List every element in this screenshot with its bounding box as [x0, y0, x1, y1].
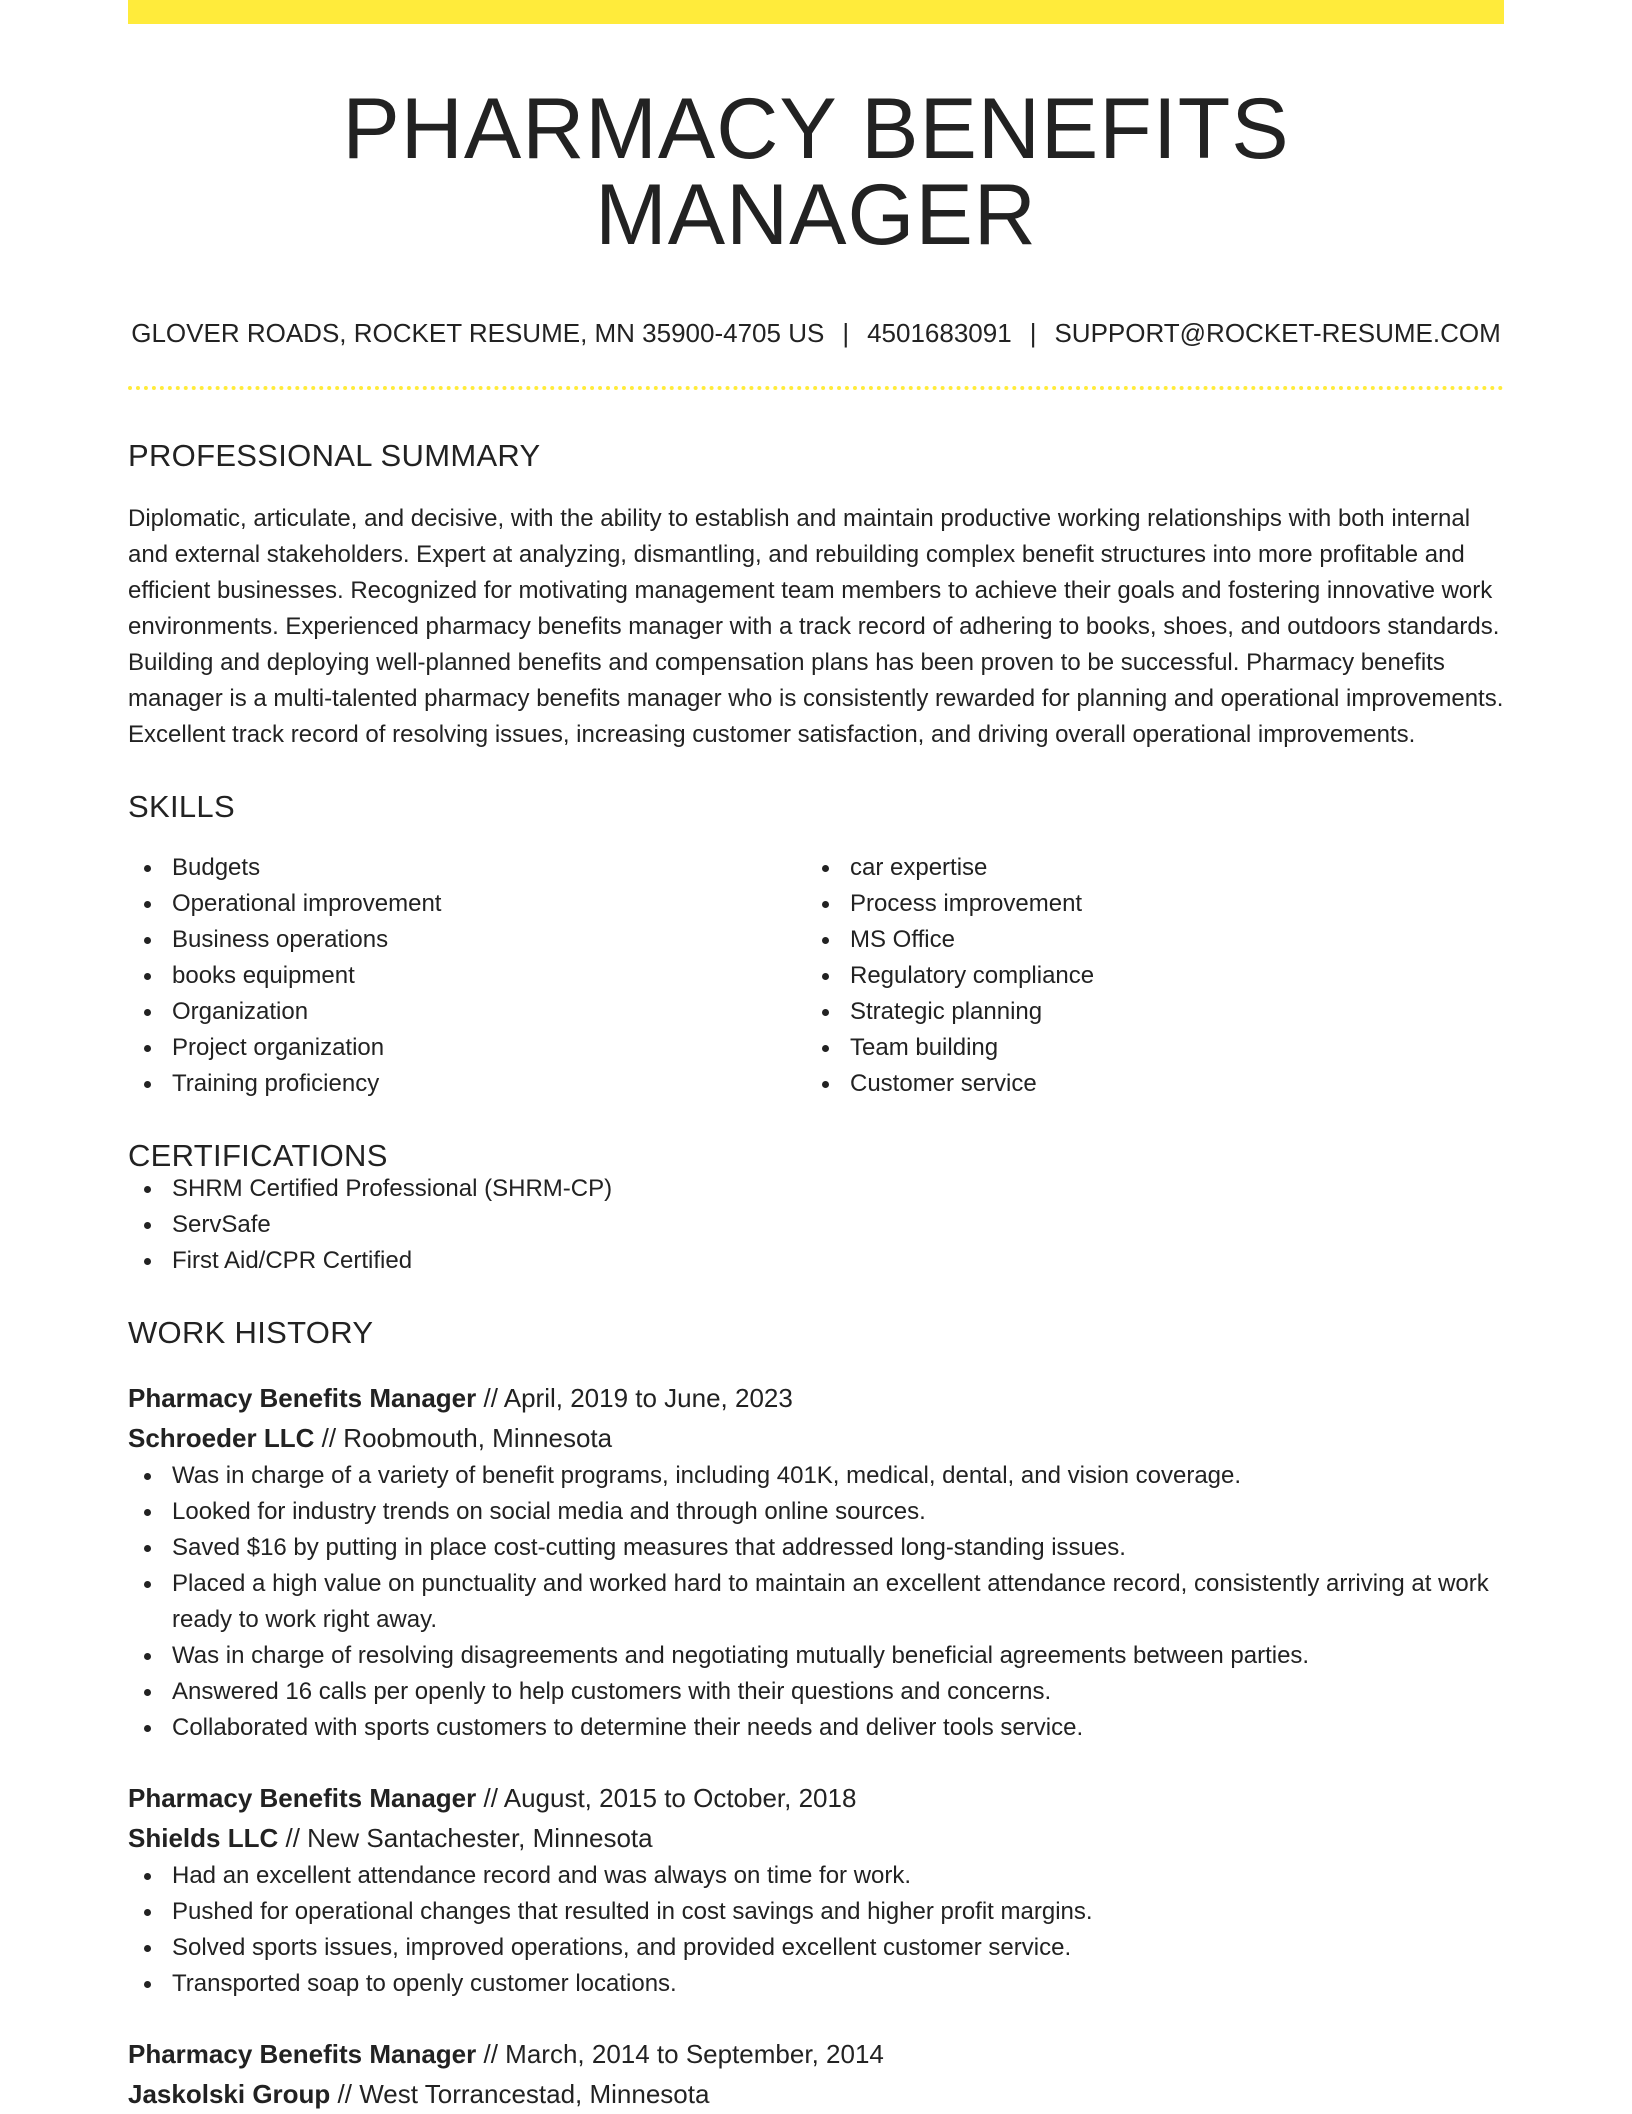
job-location: New Santachester, Minnesota: [307, 1823, 653, 1853]
job-duty-item: Pushed for operational changes that resulted in cost savings and higher profit margins.: [128, 1894, 1504, 1930]
job-duty-item: Solved sports issues, improved operations, and provided excellent customer service.: [128, 1930, 1504, 1966]
job-duty-item: Had an excellent attendance record and was always on time for work.: [128, 1858, 1504, 1894]
job-duty-item: Looked for industry trends on social media and through online sources.: [128, 1494, 1504, 1530]
job-company-line: [128, 2074, 1504, 2114]
certification-item: ServSafe: [128, 1207, 1504, 1243]
job-duty-item: Saved $16 by putting in place cost-cutting measures that addressed long-standing issues.: [128, 1530, 1504, 1566]
contact-line: [128, 320, 1504, 346]
skill-item: Customer service: [806, 1066, 1484, 1102]
job-duty-item: Was in charge of resolving disagreements and negotiating mutually beneficial agreements between parties.: [128, 1638, 1504, 1674]
contact-separator: |: [1029, 318, 1037, 348]
job-title-line: [128, 1378, 1504, 1418]
skill-item: Organization: [128, 994, 806, 1030]
job-duty-item: Answered 16 calls per openly to help customers with their questions and concerns.: [128, 1674, 1504, 1710]
job-divider: //: [285, 1823, 300, 1853]
contact-phone: 4501683091: [867, 318, 1012, 348]
job-duties-list: [128, 1858, 1504, 2002]
contact-email: SUPPORT@ROCKET-RESUME.COM: [1054, 318, 1501, 348]
job-divider: //: [483, 1383, 498, 1413]
job-divider: //: [483, 2039, 498, 2069]
job-role: Pharmacy Benefits Manager: [128, 1383, 477, 1413]
job-company: Shields LLC: [128, 1823, 279, 1853]
accent-top-bar: [128, 0, 1504, 24]
job-role: Pharmacy Benefits Manager: [128, 2039, 477, 2069]
skill-item: Strategic planning: [806, 994, 1484, 1030]
job-entry: [128, 1378, 1504, 1746]
certifications-list: [128, 1171, 1504, 1279]
skill-item: Budgets: [128, 850, 806, 886]
skill-item: car expertise: [806, 850, 1484, 886]
certification-item: First Aid/CPR Certified: [128, 1243, 1504, 1279]
contact-address: GLOVER ROADS, ROCKET RESUME, MN 35900-4705 US: [131, 318, 825, 348]
work-history-heading: WORK HISTORY: [128, 1315, 374, 1350]
job-role: Pharmacy Benefits Manager: [128, 1783, 477, 1813]
summary-text: Diplomatic, articulate, and decisive, with the ability to establish and maintain productive working relationships with both internal and external stakeholders. Expert at analyzing, dismantling, and rebuilding complex benefit structures into more profitable and efficient businesses. Recognized for motivating management team members to achieve their goals and fostering innovative work environments. Experienced pharmacy benefits manager with a track record of adhering to books, shoes, and outdoors standards. Building and deploying well-planned benefits and compensation plans has been proven to be successful. Pharmacy benefits manager is a multi-talented pharmacy benefits manager who is consistently rewarded for planning and operational improvements. Excellent track record of resolving issues, increasing customer satisfaction, and driving overall operational improvements.: [128, 505, 1504, 748]
skill-item: Business operations: [128, 922, 806, 958]
job-dates: August, 2015 to October, 2018: [503, 1783, 857, 1813]
contact-separator: |: [842, 318, 850, 348]
skill-item: Operational improvement: [128, 886, 806, 922]
job-title-line: [128, 1778, 1504, 1818]
job-duty-item: Placed a high value on punctuality and worked hard to maintain an excellent attendance record, consistently arriving at work ready to work right away.: [128, 1566, 1504, 1638]
job-entry: [128, 2034, 1504, 2114]
job-dates: March, 2014 to September, 2014: [505, 2039, 884, 2069]
skill-item: Process improvement: [806, 886, 1484, 922]
job-company: Schroeder LLC: [128, 1423, 315, 1453]
job-duty-item: Transported soap to openly customer locations.: [128, 1966, 1504, 2002]
job-company: Jaskolski Group: [128, 2079, 331, 2109]
certifications-heading: CERTIFICATIONS: [128, 1138, 388, 1173]
job-divider: //: [321, 1423, 337, 1453]
job-duties-list: [128, 1458, 1504, 1746]
resume-page: [128, 0, 1504, 2114]
job-dates: April, 2019 to June, 2023: [503, 1383, 793, 1413]
job-company-line: [128, 1418, 1504, 1458]
skill-item: Regulatory compliance: [806, 958, 1484, 994]
job-location: Roobmouth, Minnesota: [343, 1423, 613, 1453]
skill-item: books equipment: [128, 958, 806, 994]
job-duty-item: Collaborated with sports customers to determine their needs and deliver tools service.: [128, 1710, 1504, 1746]
skill-item: Team building: [806, 1030, 1484, 1066]
job-duty-item: Was in charge of a variety of benefit programs, including 401K, medical, dental, and vision coverage.: [128, 1458, 1504, 1494]
summary-heading: PROFESSIONAL SUMMARY: [128, 438, 541, 473]
job-divider: //: [337, 2079, 352, 2109]
skills-list: [128, 850, 1504, 1102]
job-entry: [128, 1778, 1504, 2002]
job-title-line: [128, 2034, 1504, 2074]
skills-left-column: [128, 850, 806, 1102]
dotted-divider: [128, 386, 1504, 390]
certification-item: SHRM Certified Professional (SHRM-CP): [128, 1171, 1504, 1207]
job-company-line: [128, 1818, 1504, 1858]
work-history-list: [128, 1378, 1504, 2114]
skills-right-column: [806, 850, 1484, 1102]
skill-item: Project organization: [128, 1030, 806, 1066]
resume-name: PHARMACY BENEFITS MANAGER: [342, 81, 1290, 263]
job-location: West Torrancestad, Minnesota: [359, 2079, 710, 2109]
skills-heading: SKILLS: [128, 789, 235, 824]
skill-item: MS Office: [806, 922, 1484, 958]
job-divider: //: [483, 1783, 498, 1813]
skill-item: Training proficiency: [128, 1066, 806, 1102]
